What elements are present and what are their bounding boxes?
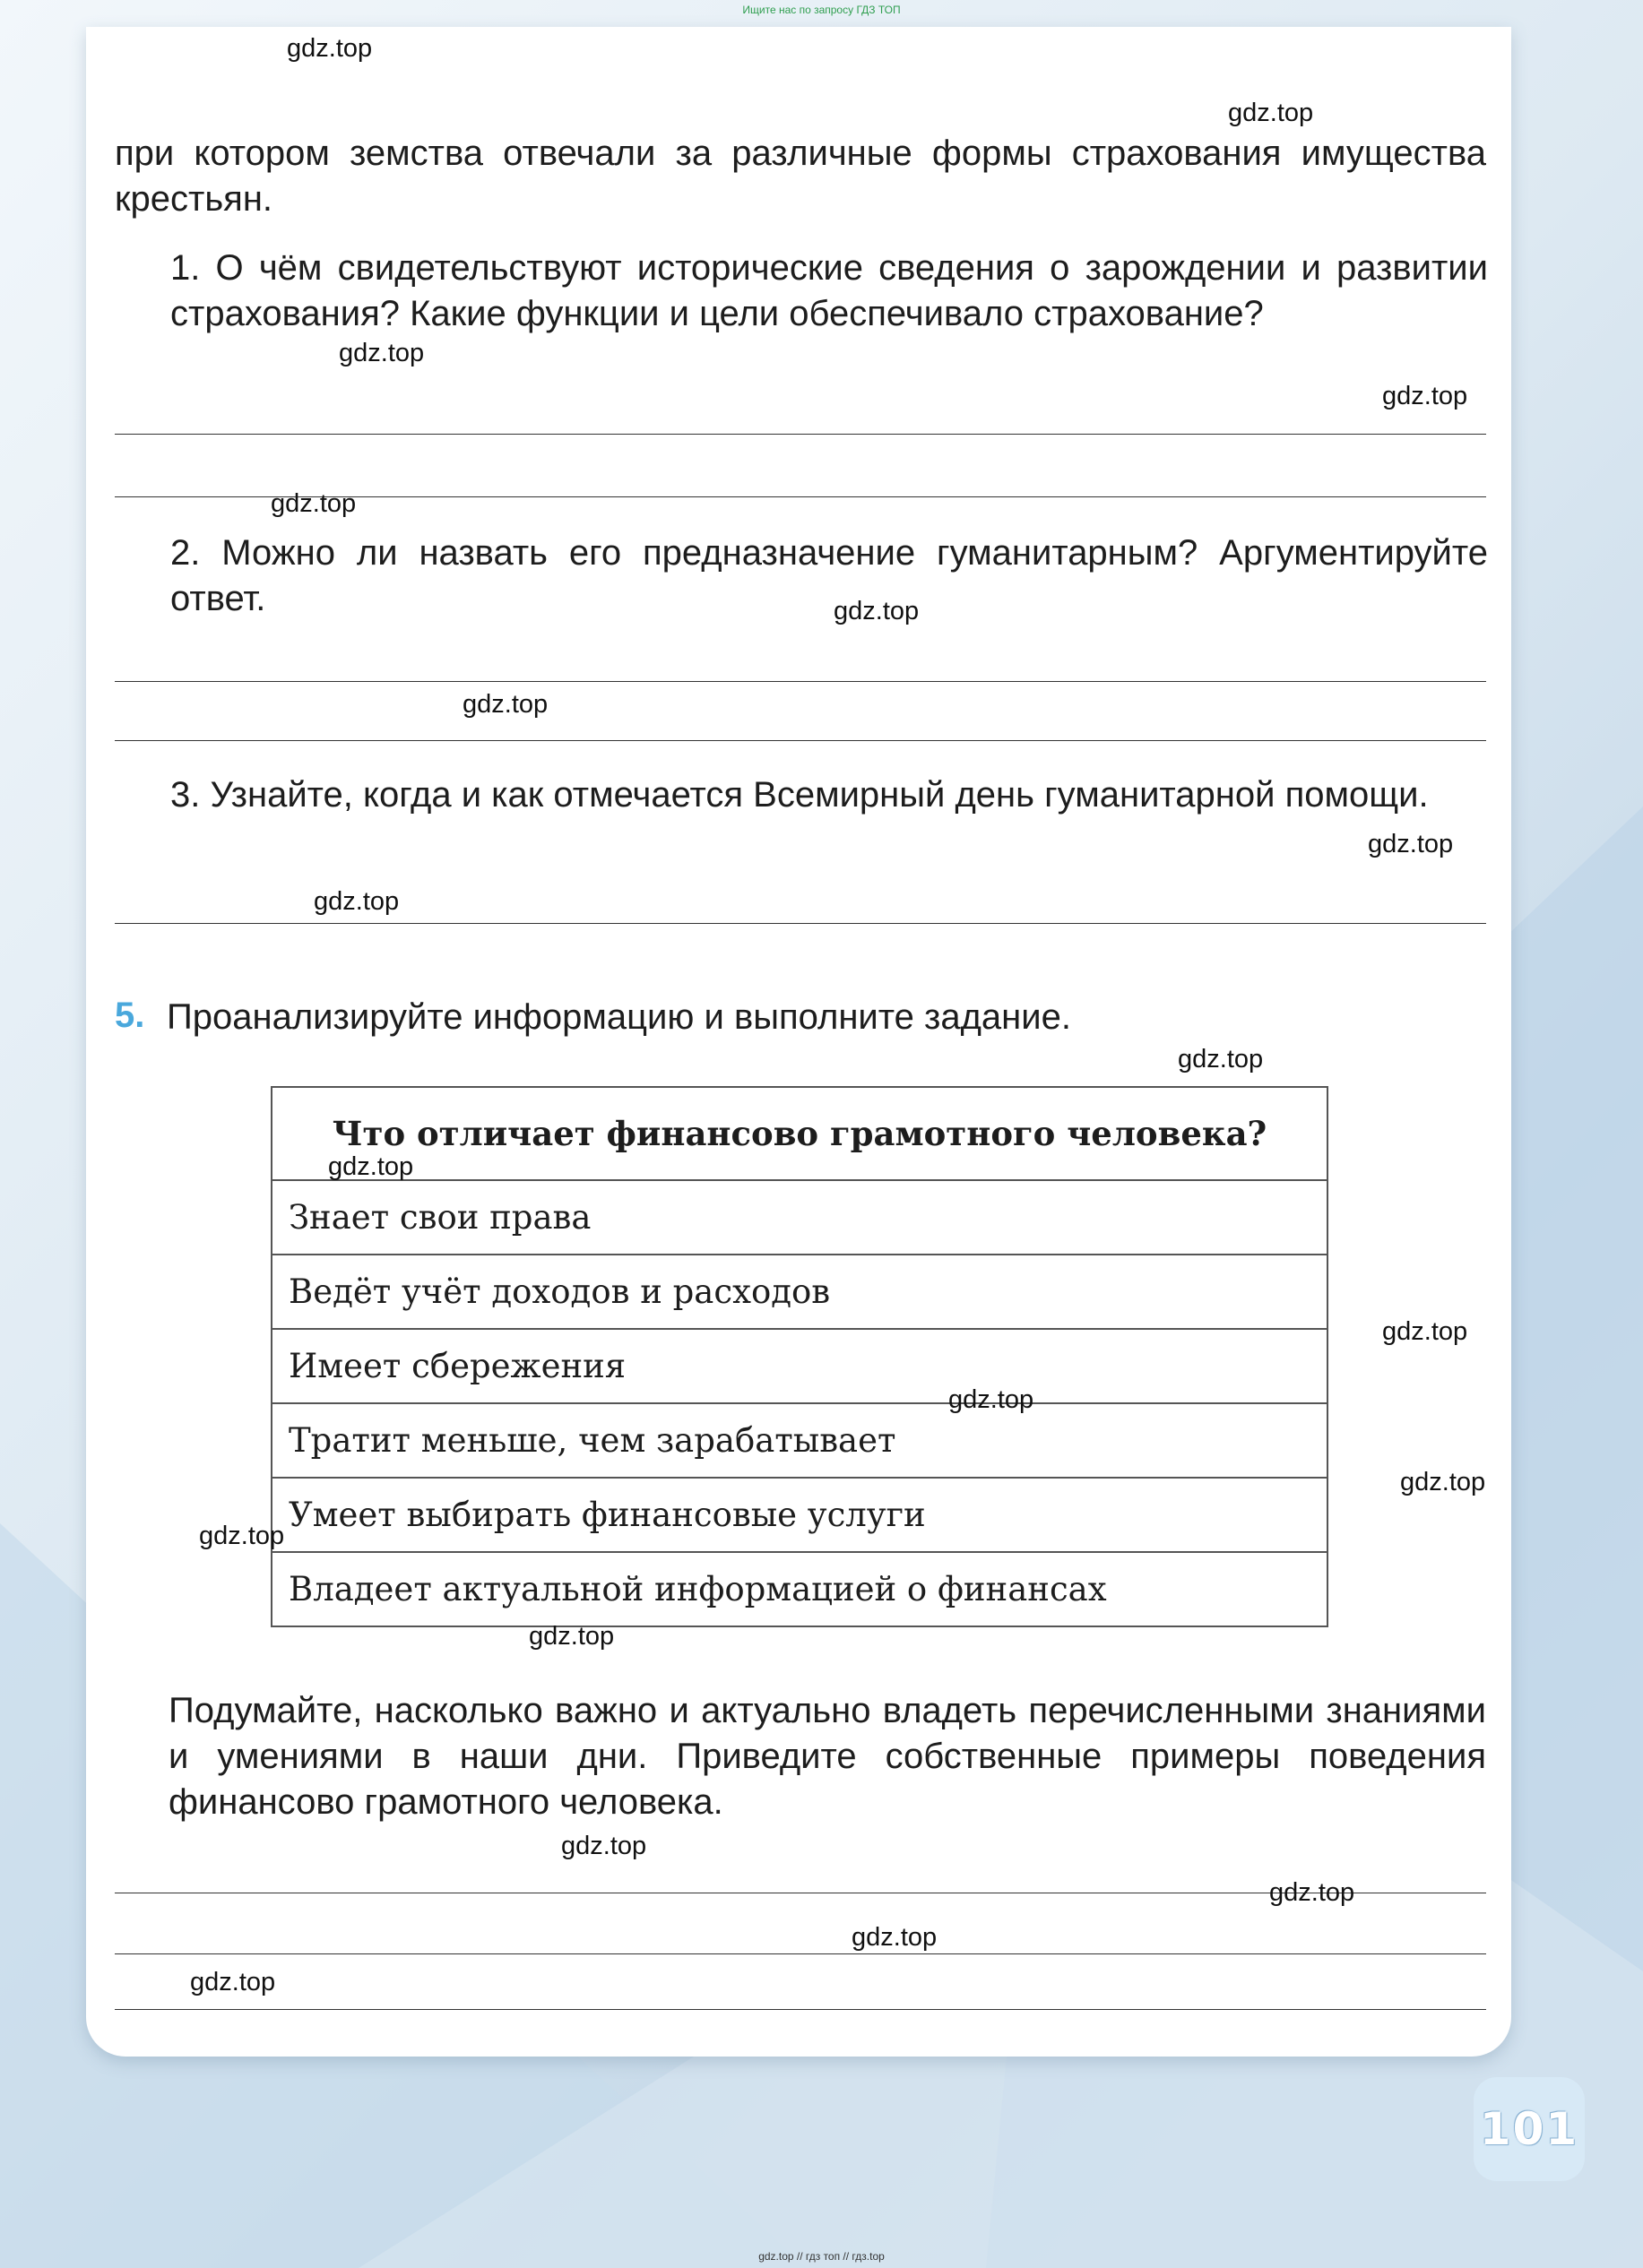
watermark: gdz.top xyxy=(463,690,549,719)
watermark: gdz.top xyxy=(271,489,357,518)
answer-line[interactable] xyxy=(115,1953,1486,1954)
answer-line[interactable] xyxy=(115,2009,1486,2010)
question-1-number: 1. xyxy=(170,248,201,288)
watermark: gdz.top xyxy=(1382,1317,1468,1346)
bottom-banner: gdz.top // гдз топ // гдз.top xyxy=(758,2250,885,2263)
table-row xyxy=(272,1552,1327,1626)
top-banner: Ищите нас по запросу ГДЗ ТОП xyxy=(742,4,901,16)
table-cell: Имеет сбережения xyxy=(272,1329,1327,1403)
page-number: 101 xyxy=(1474,2077,1585,2181)
watermark: gdz.top xyxy=(1382,382,1468,410)
table-row xyxy=(272,1180,1327,1255)
task-5-follow-up: Подумайте, насколько важно и актуально владеть перечисленными знаниями и умениями в наши дни. Приведите собственные примеры поведения финансово грамотного человека. xyxy=(169,1691,1486,1822)
question-1 xyxy=(170,246,1488,337)
table-header: Что отличает финансово грамотного человека? xyxy=(272,1087,1327,1180)
watermark: gdz.top xyxy=(561,1832,647,1860)
table-cell: Ведёт учёт доходов и расходов xyxy=(272,1255,1327,1329)
watermark: gdz.top xyxy=(199,1522,285,1550)
watermark: gdz.top xyxy=(948,1385,1034,1414)
table-row xyxy=(272,1478,1327,1552)
answer-line[interactable] xyxy=(115,434,1486,435)
question-3-text: Узнайте, когда и как отмечается Всемирный день гуманитарной помощи. xyxy=(210,775,1429,815)
table-row xyxy=(272,1329,1327,1403)
watermark: gdz.top xyxy=(339,339,425,367)
task-5-number: 5. xyxy=(115,996,145,1035)
watermark: gdz.top xyxy=(287,34,373,63)
watermark: gdz.top xyxy=(529,1622,615,1651)
question-2-text: Можно ли назвать его предназначение гуманитарным? Аргументируйте ответ. xyxy=(170,533,1488,618)
watermark: gdz.top xyxy=(1178,1045,1264,1074)
question-2-number: 2. xyxy=(170,533,201,573)
table-cell: Знает свои права xyxy=(272,1180,1327,1255)
watermark: gdz.top xyxy=(852,1923,938,1952)
question-1-text: О чём свидетельствуют исторические сведения о зарождении и развитии страхования? Какие функции и цели обеспечивало страхование? xyxy=(170,248,1488,333)
watermark: gdz.top xyxy=(1368,830,1454,858)
watermark: gdz.top xyxy=(328,1152,414,1181)
table-cell: Тратит меньше, чем зарабатывает xyxy=(272,1403,1327,1478)
table-row xyxy=(272,1255,1327,1329)
intro-text: при котором земства отвечали за различные формы страхования имущества крестьян. xyxy=(115,134,1486,219)
answer-line[interactable] xyxy=(115,740,1486,741)
question-3-number: 3. xyxy=(170,775,201,815)
table-header-row xyxy=(272,1087,1327,1180)
answer-line[interactable] xyxy=(115,681,1486,682)
answer-line[interactable] xyxy=(115,923,1486,924)
watermark: gdz.top xyxy=(1269,1878,1355,1907)
table-row xyxy=(272,1403,1327,1478)
task-5-instruction: Проанализируйте информацию и выполните задание. xyxy=(167,997,1071,1037)
watermark: gdz.top xyxy=(314,887,400,916)
watermark: gdz.top xyxy=(1400,1468,1486,1496)
watermark: gdz.top xyxy=(190,1968,276,1996)
watermark: gdz.top xyxy=(834,597,920,625)
question-3 xyxy=(170,772,1488,818)
watermark: gdz.top xyxy=(1228,99,1314,127)
question-2 xyxy=(170,530,1488,622)
financial-literacy-table xyxy=(271,1086,1328,1627)
table-cell: Владеет актуальной информацией о финансах xyxy=(272,1552,1327,1626)
table-cell: Умеет выбирать финансовые услуги xyxy=(272,1478,1327,1552)
